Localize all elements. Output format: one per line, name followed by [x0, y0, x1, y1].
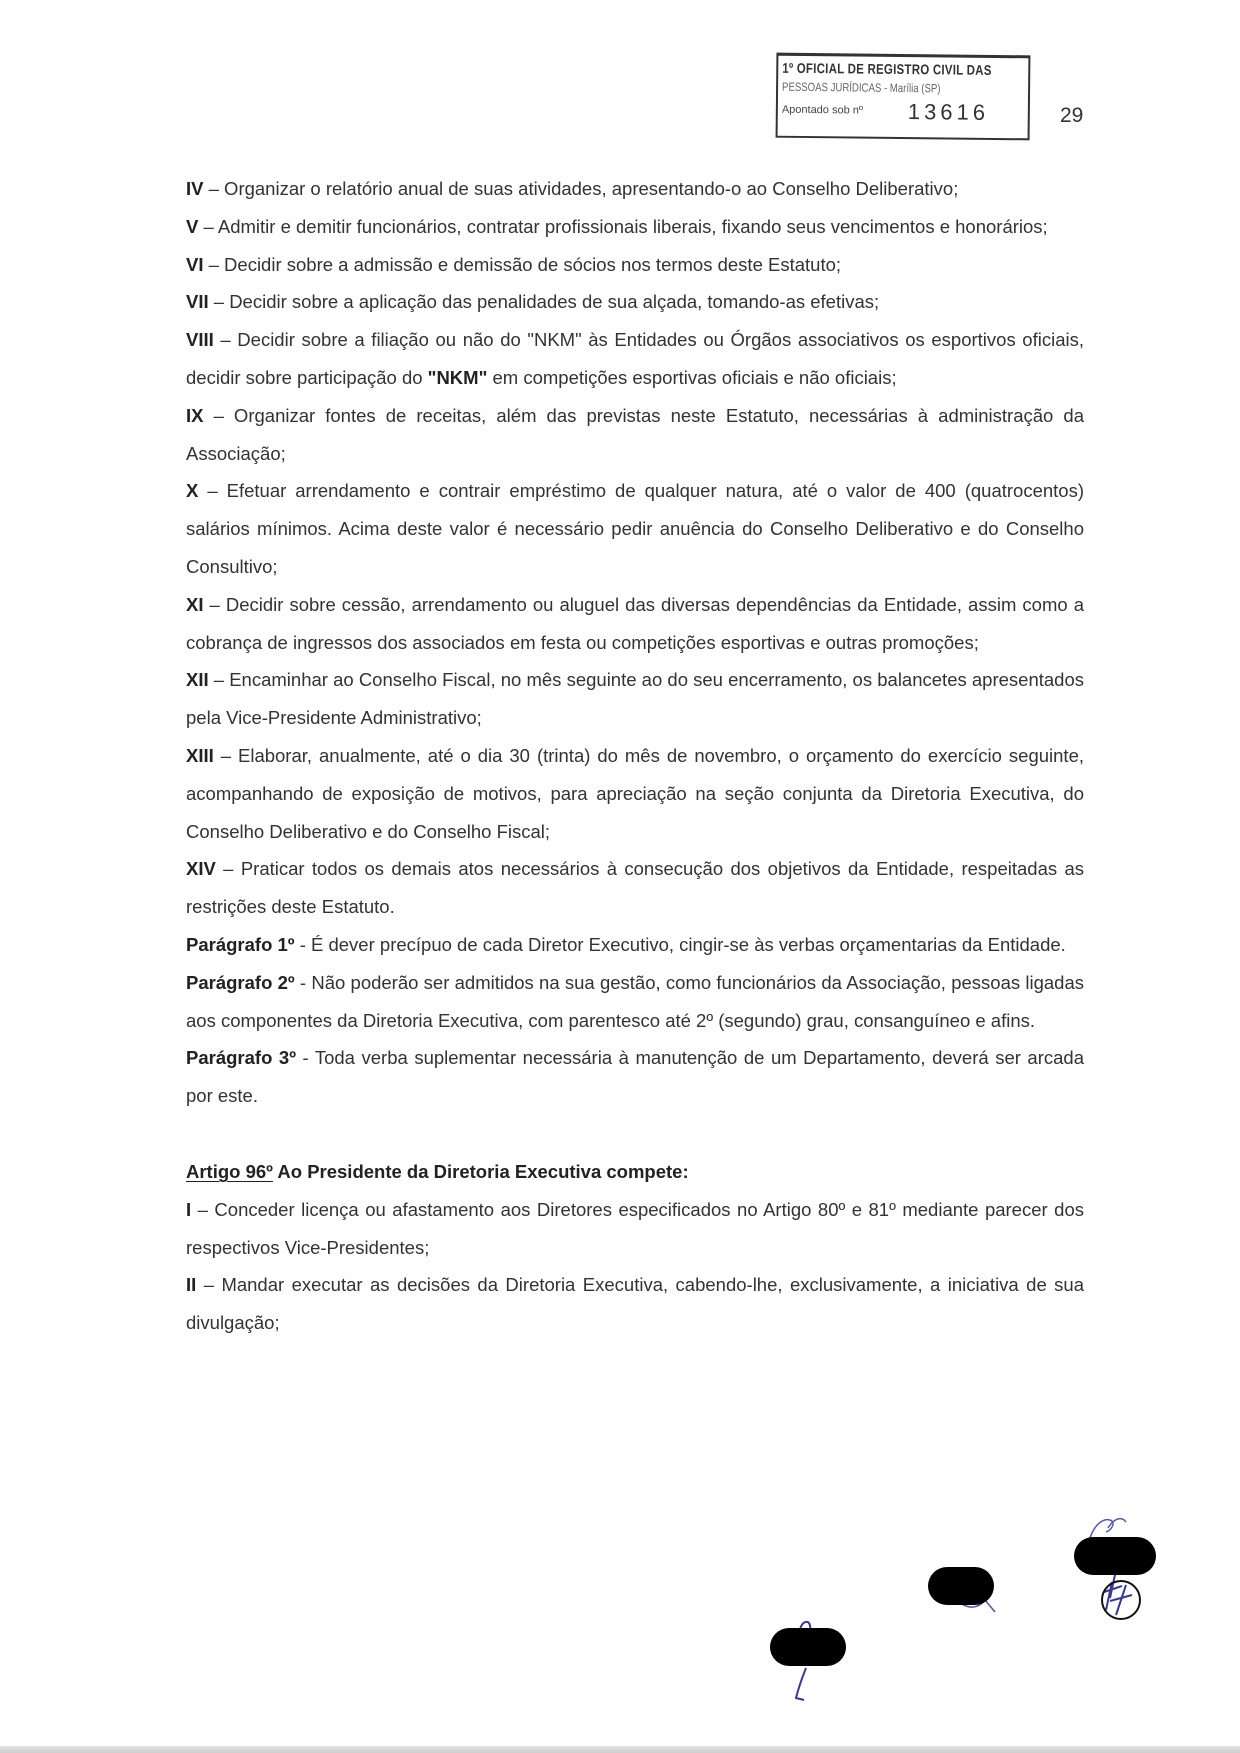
item-bold-term: "NKM"	[427, 366, 488, 388]
item-text: – Decidir sobre a aplicação das penalidades de sua alçada, tomando-as efetivas;	[208, 291, 880, 313]
list-item-xii	[186, 661, 1084, 737]
paragraph-text: - Não poderão ser admitidos na sua gestão, como funcionários da Associação, pessoas ligadas aos componentes da Diretoria Executiva, com parentesco até 2º (segundo) grau, consanguíneo e afins.	[186, 971, 1084, 1031]
list-item-x	[186, 472, 1084, 585]
item-numeral: II	[186, 1274, 197, 1296]
item-text: – Decidir sobre cessão, arrendamento ou aluguel das diversas dependências da Entidade, assim como a cobrança de ingressos dos associados em festa ou competições esportivas e outras promoções;	[186, 593, 1084, 653]
registry-stamp	[776, 53, 1031, 141]
item-numeral: I	[186, 1198, 192, 1220]
paragraph-1	[186, 926, 1084, 964]
item-text: – Organizar fontes de receitas, além das previstas neste Estatuto, necessárias à administração da Associação;	[186, 404, 1084, 464]
stamp-location-line: PESSOAS JURÍDICAS - Marília (SP)	[782, 79, 941, 96]
paragraph-label: Parágrafo 2º	[186, 971, 295, 993]
signature-circle	[1100, 1579, 1142, 1626]
list-item-v	[186, 208, 1084, 246]
item-numeral: X	[186, 480, 199, 502]
item-numeral: V	[186, 215, 199, 237]
list-item-iv	[186, 170, 1084, 208]
list-item-viii	[186, 321, 1084, 397]
item-text-continued: em competições esportivas oficiais e não oficiais;	[487, 366, 897, 388]
list-item-ix	[186, 397, 1084, 473]
article-item-i	[186, 1191, 1084, 1267]
section-spacer	[186, 1115, 1084, 1153]
item-text: – Elaborar, anualmente, até o dia 30 (trinta) do mês de novembro, o orçamento do exercício seguinte, acompanhando de exposição de motivos, para apreciação na seção conjunta da Diretoria Executiva, do Conselho Deliberativo e do Conselho Fiscal;	[186, 744, 1084, 842]
item-numeral: VI	[186, 253, 204, 275]
item-numeral: VIII	[186, 329, 214, 351]
redaction-block	[928, 1567, 994, 1605]
article-heading	[186, 1153, 1084, 1191]
stamp-registration-number: 13616	[907, 99, 990, 125]
list-item-vi	[186, 246, 1084, 284]
page-number: 29	[1060, 104, 1084, 127]
item-text: – Mandar executar as decisões da Diretoria Executiva, cabendo-lhe, exclusivamente, a iniciativa de sua divulgação;	[186, 1274, 1084, 1334]
paragraph-text: - É dever precípuo de cada Diretor Executivo, cingir-se às verbas orçamentarias da Entidade.	[294, 933, 1066, 955]
item-text: – Praticar todos os demais atos necessários à consecução dos objetivos da Entidade, respeitadas as restrições deste Estatuto.	[186, 858, 1084, 918]
article-item-ii	[186, 1266, 1084, 1342]
list-item-xiv	[186, 850, 1084, 926]
item-numeral: IV	[186, 178, 204, 199]
item-numeral: VII	[186, 291, 209, 313]
item-text: – Organizar o relatório anual de suas atividades, apresentando-o ao Conselho Deliberativo;	[203, 178, 959, 199]
item-numeral: IX	[186, 404, 204, 426]
paragraph-text: - Toda verba suplementar necessária à manutenção de um Departamento, deverá ser arcada por este.	[186, 1047, 1084, 1107]
article-title: Ao Presidente da Diretoria Executiva compete:	[272, 1160, 689, 1182]
document-body	[186, 170, 1084, 1342]
list-item-xi	[186, 586, 1084, 662]
item-text: – Encaminhar ao Conselho Fiscal, no mês seguinte ao do seu encerramento, os balancetes apresentados pela Vice-Presidente Administrativo;	[186, 669, 1084, 729]
item-text: – Decidir sobre a admissão e demissão de sócios nos termos deste Estatuto;	[203, 253, 842, 275]
item-text: – Decidir sobre a filiação ou não do "NKM" às Entidades ou Órgãos associativos os esportivos oficiais, decidir sobre participação do	[186, 329, 1084, 388]
item-numeral: XI	[186, 593, 204, 615]
paragraph-label: Parágrafo 3º	[186, 1047, 296, 1069]
list-item-vii	[186, 283, 1084, 321]
signature-circle-icon	[1100, 1579, 1142, 1621]
paragraph-3	[186, 1039, 1084, 1115]
redaction-block	[1074, 1537, 1156, 1575]
item-text: – Efetuar arrendamento e contrair empréstimo de qualquer natura, até o valor de 400 (quatrocentos) salários mínimos. Acima deste valor é necessário pedir anuência do Conselho Deliberativo e do Conselho Consultivo;	[186, 480, 1084, 577]
item-text: – Conceder licença ou afastamento aos Diretores especificados no Artigo 80º e 81º mediante parecer dos respectivos Vice-Presidentes;	[186, 1198, 1084, 1258]
item-numeral: XIII	[186, 744, 214, 766]
stamp-office-line: 1º OFICIAL DE REGISTRO CIVIL DAS	[782, 59, 992, 78]
item-numeral: XII	[186, 669, 209, 691]
scan-bottom-edge	[0, 1746, 1240, 1753]
list-item-xiii	[186, 737, 1084, 850]
redaction-block	[770, 1628, 846, 1666]
item-numeral: XIV	[186, 858, 216, 880]
item-text: – Admitir e demitir funcionários, contratar profissionais liberais, fixando seus vencimentos e honorários;	[198, 215, 1048, 237]
article-number: Artigo 96º	[186, 1160, 273, 1182]
stamp-label: Apontado sob nº	[781, 103, 864, 117]
paragraph-label: Parágrafo 1º	[186, 933, 295, 955]
paragraph-2	[186, 964, 1084, 1040]
